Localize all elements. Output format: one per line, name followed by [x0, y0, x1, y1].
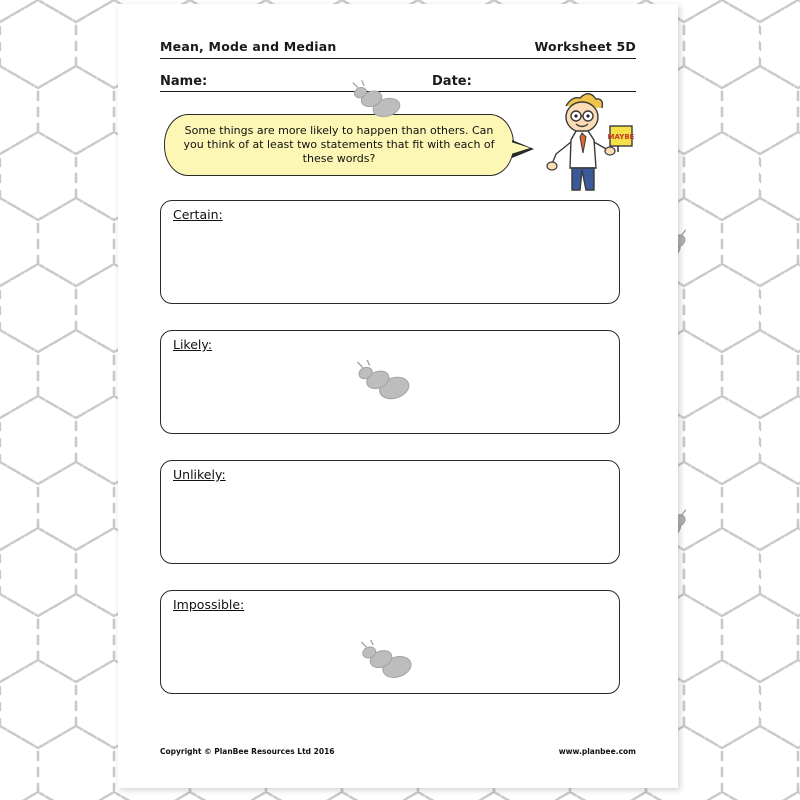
name-date-row [160, 68, 636, 90]
name-field-label: Name: [160, 74, 208, 89]
answer-box-label: Impossible: [173, 597, 245, 612]
answer-box-label: Likely: [173, 337, 213, 352]
answer-box-label: Certain: [173, 207, 223, 222]
worksheet-number-label: Worksheet 5D [534, 39, 636, 54]
instruction-area [160, 114, 636, 198]
instruction-text: Some things are more likely to happen than others. Can you think of at least two statements that fit with each of these words? [183, 124, 495, 165]
answer-box-certain[interactable] [160, 200, 620, 304]
worksheet-header [160, 28, 636, 54]
answer-boxes [160, 200, 636, 694]
speech-bubble [164, 114, 514, 176]
cartoon-teacher-illustration [532, 90, 636, 196]
answer-box-unlikely[interactable] [160, 460, 620, 564]
worksheet-sheet [118, 4, 678, 788]
answer-box-impossible[interactable] [160, 590, 620, 694]
speech-bubble-tail-inner [511, 142, 530, 154]
page-title: Mean, Mode and Median [160, 39, 337, 54]
sign-text: MAYBE [607, 133, 635, 141]
header-divider [160, 58, 636, 59]
answer-box-label: Unlikely: [173, 467, 226, 482]
answer-box-likely[interactable] [160, 330, 620, 434]
worksheet-footer [160, 747, 636, 756]
date-field-label: Date: [432, 74, 472, 89]
copyright-text: Copyright © PlanBee Resources Ltd 2016 [160, 747, 335, 756]
website-text[interactable]: www.planbee.com [558, 747, 636, 756]
